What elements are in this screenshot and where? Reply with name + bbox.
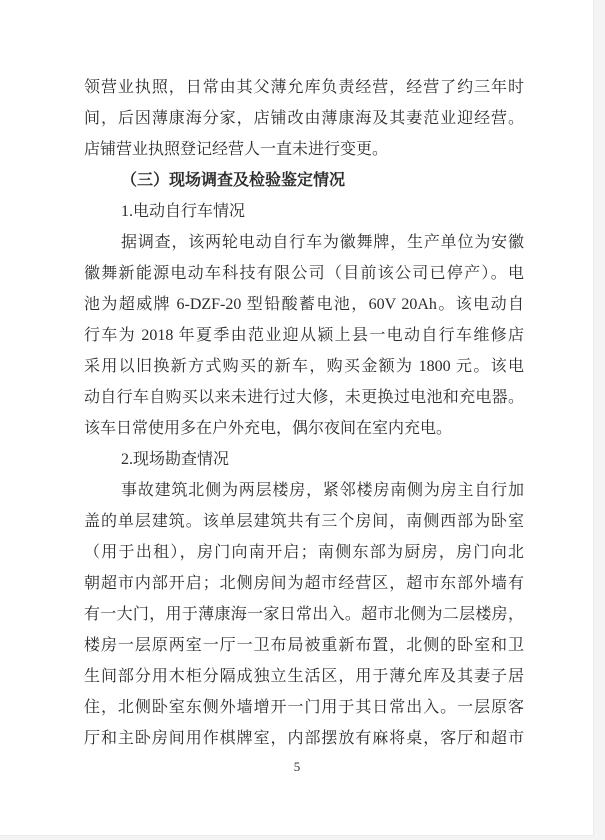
text-line: 楼房一层原两室一厅一卫布局被重新布置，北侧的卧室和卫 (84, 637, 524, 654)
text-line: 采用以旧换新方式购买的新车，购买金额为 1800 元。该电 (84, 358, 524, 375)
text-line: 厅和主卧房间用作棋牌室，内部摆放有麻将桌，客厅和超市 (84, 730, 524, 747)
text-line: 该车日常使用多在户外充电，偶尔夜间在室内充电。 (84, 420, 453, 437)
text-line: 徽舞新能源电动车科技有限公司（目前该公司已停产）。电 (84, 265, 524, 282)
text-line: 有一大门，用于薄康海一家日常出入。超市北侧为二层楼房， (84, 606, 524, 623)
section-heading-line: （三）现场调查及检验鉴定情况 (121, 172, 346, 189)
text-line: 生间部分用木柜分隔成独立生活区，用于薄允库及其妻子居 (84, 668, 524, 685)
text-line: 间，后因薄康海分家，店铺改由薄康海及其妻范业迎经营。 (84, 110, 524, 127)
page-number: 5 (293, 759, 301, 774)
text-line: 行车为 2018 年夏季由范业迎从颍上县一电动自行车维修店 (84, 327, 524, 344)
text-line: 事故建筑北侧为两层楼房，紧邻楼房南侧为房主自行加 (121, 482, 524, 499)
text-line: 店铺营业执照登记经营人一直未进行变更。 (84, 141, 389, 158)
text-line: （用于出租），房门向南开启；南侧东部为厨房，房门向北 (84, 544, 524, 561)
text-line: 2.现场勘查情况 (121, 451, 230, 468)
text-line: 盖的单层建筑。该单层建筑共有三个房间，南侧西部为卧室 (84, 513, 524, 530)
text-line: 据调查，该两轮电动自行车为徽舞牌，生产单位为安徽 (121, 234, 524, 251)
text-line: 住，北侧卧室东侧外墙增开一门用于其日常出入。一层原客 (84, 699, 524, 716)
text-line: 动自行车自购买以来未进行过大修，未更换过电池和充电器。 (84, 389, 524, 406)
text-line: 池为超威牌 6-DZF-20 型铅酸蓄电池，60V 20Ah。该电动自 (84, 296, 524, 313)
text-lines (84, 72, 524, 754)
text-line: 领营业执照，日常由其父薄允库负责经营，经营了约三年时 (84, 79, 524, 96)
text-line: 1.电动自行车情况 (121, 203, 246, 220)
text-line: 朝超市内部开启；北侧房间为超市经营区，超市东部外墙有 (84, 575, 524, 592)
